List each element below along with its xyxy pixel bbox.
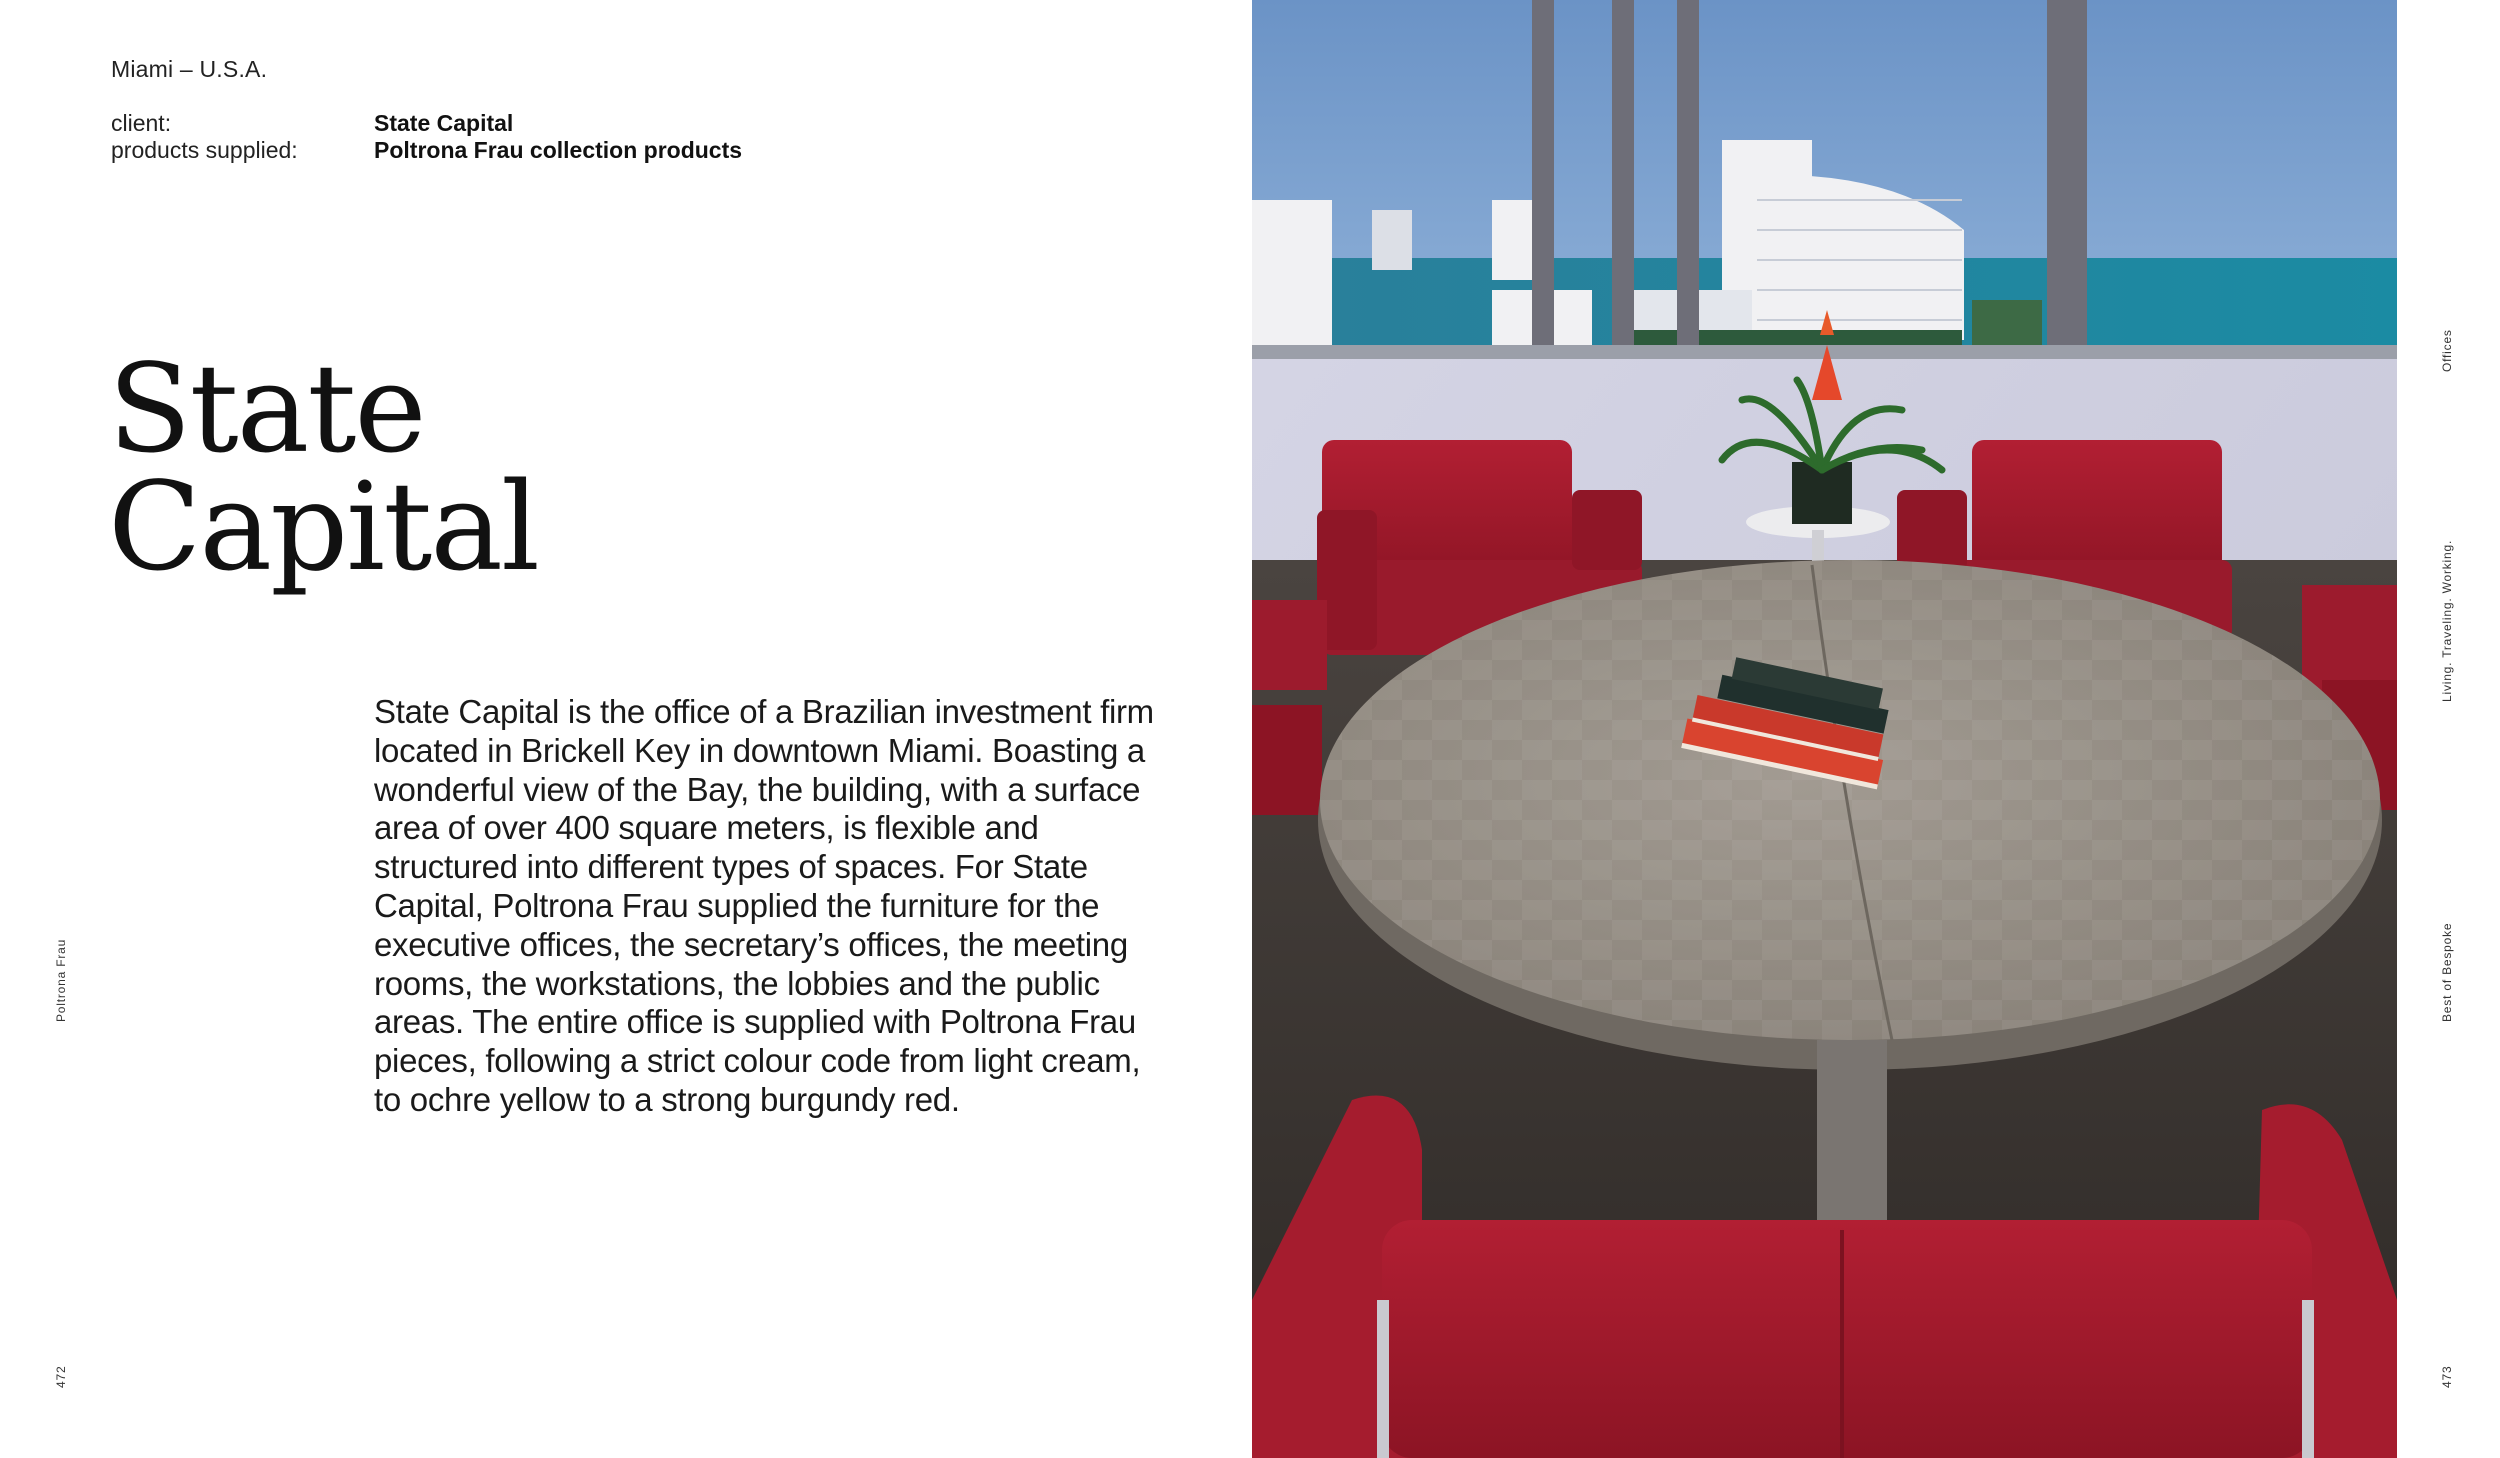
side-label-section: Offices [2440,329,2454,372]
location: Miami – U.S.A. [111,56,268,82]
body-paragraph: State Capital is the office of a Brazilian investment firm located in Brickell Key in downtown Miami. Boasting a wonderful view of the Bay, the building, with a surface area of over 400 square meters, is flexible and structured into different types of spaces. For State Capital, Poltrona Frau supplied the furniture for the executive offices, the secretary’s offices, the meeting rooms, the workstations, the lobbies and the public areas. The entire office is supplied with Poltrona Frau pieces, following a strict colour code from light cream, to ochre yellow to a strong burgundy red. [374,693,1154,1118]
side-label-brand: Poltrona Frau [54,938,68,1022]
meta-label: products supplied: [111,137,298,163]
title-line: Capital [108,456,538,598]
title-line: State [108,338,425,480]
meta-row-client [111,110,811,137]
meta-value: Poltrona Frau collection products [374,137,743,163]
meeting-room-photo [1252,0,2397,1458]
meta-row-products [111,137,811,164]
meta-label: client: [111,110,172,136]
project-meta [111,110,811,164]
side-label-book: Best of Bespoke [2440,922,2454,1022]
side-label-series: Living. Traveling. Working. [2440,539,2454,702]
meta-value: State Capital [374,110,514,136]
page-number: 472 [54,1365,68,1388]
page-number: 473 [2440,1365,2454,1388]
page-title [108,338,538,598]
